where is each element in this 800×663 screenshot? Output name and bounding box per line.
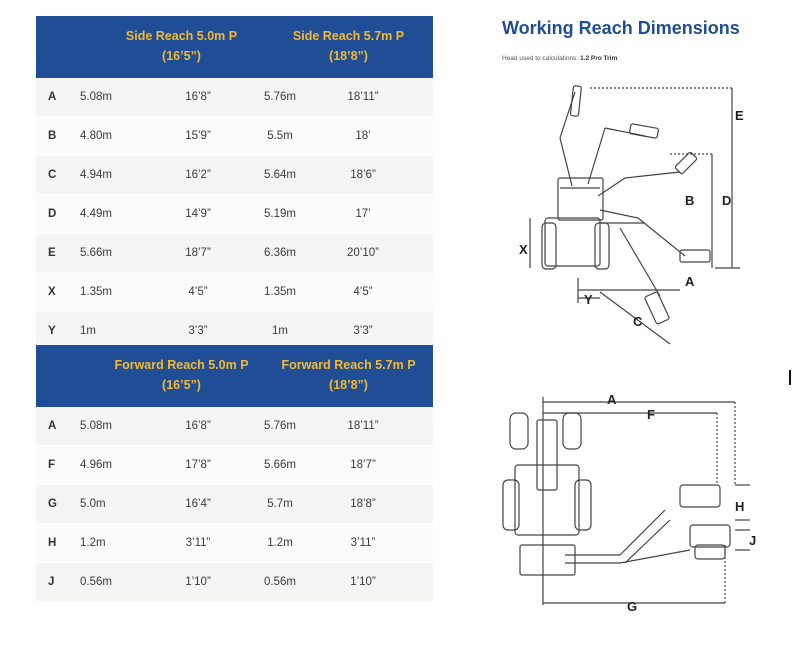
cell-m2: 6.36m [264,247,296,259]
forward-reach-diagram [495,385,785,625]
side-reach-row [36,273,433,312]
forward-reach-row [36,485,433,524]
cell-m1: 1.35m [80,286,112,298]
cell-m2: 5.76m [264,91,296,103]
row-key: B [48,130,57,142]
cell-m1: 5.66m [80,247,112,259]
cell-f1: 3’11” [185,537,211,549]
row-key: H [48,537,57,549]
cell-m2: 1m [272,325,288,337]
cell-f2: 18’11” [347,91,379,103]
cell-m1: 5.08m [80,91,112,103]
side-reach-diagram [500,78,790,348]
cell-m2: 5.64m [264,169,296,181]
forward-reach-table [36,345,433,602]
side-reach-row [36,78,433,117]
cell-f1: 14’9” [185,208,211,220]
side-reach-table-header [36,16,433,78]
cell-f2: 18’6” [350,169,376,181]
top-label-h: H [735,499,745,514]
cell-m1: 5.08m [80,420,112,432]
row-key: E [48,247,56,259]
cell-m1: 0.56m [80,576,112,588]
row-key: D [48,208,57,220]
cell-f1: 15’9” [185,130,211,142]
cell-f1: 3’3” [188,325,208,337]
row-key: A [48,420,57,432]
row-key: G [48,498,57,510]
top-label-a: A [607,392,617,407]
cell-m2: 1.35m [264,286,296,298]
cell-f2: 20’10” [347,247,379,259]
row-key: F [48,459,56,471]
forward-reach-5m-header: Forward Reach 5.0m P (16’5”) [114,358,249,392]
forward-reach-row [36,563,433,602]
cell-m1: 4.80m [80,130,112,142]
side-label-b: B [685,193,695,208]
side-label-c: C [633,314,643,329]
top-label-g: G [627,599,638,614]
side-label-e: E [735,108,744,123]
cell-m1: 5.0m [80,498,106,510]
cell-m1: 4.96m [80,459,112,471]
row-key: C [48,169,57,181]
side-reach-row [36,234,433,273]
side-reach-57m-header: Side Reach 5.7m P (18’8”) [292,29,405,63]
cell-f2: 3’11” [350,537,376,549]
cell-f1: 16’2” [185,169,211,181]
row-key: J [48,576,55,588]
side-reach-table-body [36,78,433,351]
cell-f2: 3’3” [353,325,373,337]
row-key: X [48,286,56,298]
cell-f2: 18’7” [350,459,376,471]
cell-m1: 4.94m [80,169,112,181]
cell-m2: 5.5m [267,130,293,142]
cell-m2: 0.56m [264,576,296,588]
forward-reach-table-header [36,345,433,407]
side-label-y: Y [584,292,593,307]
page-title: Working Reach Dimensions [502,18,740,38]
cell-f2: 18’ [355,130,371,142]
cell-f2: 18’8” [350,498,376,510]
top-label-j: J [749,533,757,548]
row-key: Y [48,325,56,337]
forward-reach-row [36,407,433,446]
cell-m1: 4.49m [80,208,112,220]
side-label-d: D [722,193,732,208]
top-label-f: F [647,407,655,422]
cell-f2: 17’ [355,208,371,220]
cell-f2: 18’11” [347,420,379,432]
side-reach-row [36,195,433,234]
side-reach-row [36,117,433,156]
cell-f1: 17’8” [185,459,211,471]
cell-f1: 1’10” [185,576,211,588]
cell-f1: 16’4” [185,498,211,510]
cell-f1: 18’7” [185,247,211,259]
cell-f1: 16’8” [185,420,211,432]
cell-m1: 1.2m [80,537,106,549]
cell-f1: 4’5” [188,286,208,298]
forward-reach-row [36,446,433,485]
text-cursor [789,370,791,385]
forward-reach-table-body [36,407,433,602]
cell-m2: 5.7m [267,498,293,510]
cell-m2: 1.2m [267,537,293,549]
cell-m2: 5.19m [264,208,296,220]
cell-m1: 1m [80,325,96,337]
forward-reach-57m-header: Forward Reach 5.7m P (18’8”) [281,358,416,392]
page-subtitle: Head used to calculations: 1.2 Pro Trim [502,55,618,62]
cell-f2: 4’5” [353,286,373,298]
cell-m2: 5.66m [264,459,296,471]
side-label-a: A [685,274,695,289]
cell-f2: 1’10” [350,576,376,588]
cell-m2: 5.76m [264,420,296,432]
side-reach-row [36,156,433,195]
forward-reach-row [36,524,433,563]
row-key: A [48,91,57,103]
side-reach-5m-header: Side Reach 5.0m P (16’5”) [125,29,238,63]
cell-f1: 16’8” [185,91,211,103]
side-label-x: X [519,242,528,257]
side-reach-table [36,16,433,351]
